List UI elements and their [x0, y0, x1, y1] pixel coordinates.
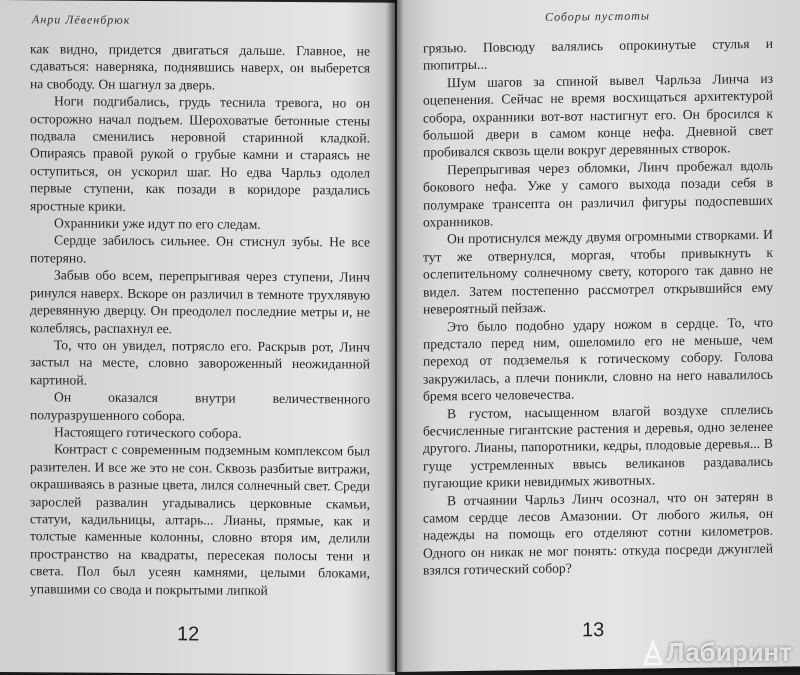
paragraph: грязью. Повсюду валялись опрокинутые стулья и пюпитры... — [423, 35, 773, 74]
page-number: 12 — [177, 623, 200, 646]
paragraph: В густом, насыщенном влагой воздухе сплелись бесчисленные гигантские растения и деревья, одно зеленее другого. Лианы, папоротники, кедры, плодовые деревья... В гуще устремленных ввысь великанов раздавались пугающие крики невидимых животных. — [423, 401, 773, 491]
paragraph: Он оказался внутри величественного полуразрушенного собора. — [30, 389, 370, 423]
paragraph: как видно, придется двигаться дальше. Главное, не сдаваться: наверняка, поднявшись наверх, он выберется на свободу. Он шагнул за дверь. — [30, 41, 370, 93]
paragraph: Ноги подгибались, грудь теснила тревога, но он осторожно начал подъем. Шероховатые бетонные стены подвала сменились неровной старинной кладкой. Опираясь правой рукой о грубые камни и стараясь не оступиться, он ускорил шаг. Но едва Чарльз одолел первые ступени, как позади в коридоре раздались яростные крики. — [30, 93, 370, 214]
page-text — [30, 40, 370, 599]
labirint-logo-icon — [642, 640, 664, 666]
paragraph: Сердце забилось сильнее. Он стиснул зубы. Не все потеряно. — [30, 232, 370, 266]
paragraph: Контраст с современным подземным комплексом был разителен. И все же это не сон. Сквозь разбитые витражи, окрашиваясь в разные цвета, лился солнечный свет. Среди зарослей развалин угадывались церковные скамьи, статуи, кадильницы, алтарь... Лианы, прямые, как и толстые каменные колонны, словно вторя им, делили пространство на квадраты, пересекая полосы тени и света. Пол был усеян камнями, целыми блоками, упавшими со свода и покрытыми липкой — [30, 441, 370, 598]
running-head: Анри Лёвенбрюк — [32, 12, 131, 27]
watermark-text: Лабиринт — [666, 637, 792, 667]
running-head: Соборы пустоты — [545, 8, 651, 24]
book-gutter — [386, 0, 404, 672]
right-page — [397, 0, 800, 672]
left-page — [0, 0, 395, 675]
paragraph: Он протиснулся между двумя огромными створками. И тут же отвернулся, моргая, чтобы привыкнуть к ослепительному солнечному свету, которого так давно не видел. Затем постепенно рассмотрел открывшийся ему невероятный пейзаж. — [423, 227, 773, 317]
paragraph: Забыв обо всем, перепрыгивая через ступени, Линч ринулся наверх. Вскоре он различил в темноте трухлявую деревянную дверцу. Он преодолел последние метры и, не колеблясь, распахнул ее. — [30, 267, 370, 336]
watermark — [642, 637, 792, 668]
page-number: 13 — [582, 619, 605, 642]
page-text — [423, 35, 773, 579]
paragraph: То, что он увидел, потрясло его. Раскрыв рот, Линч застыл на месте, словно завороженный неожиданной картиной. — [30, 337, 370, 388]
paragraph: В отчаянии Чарльз Линч осознал, что он затерян в самом сердце лесов Амазонии. От любого жилья, он надежды на помощь его отделяют сотни километров. Одного он никак не мог понять: откуда посреди джунглей взялся готический собор? — [423, 488, 773, 578]
paragraph: Это было подобно удару ножом в сердце. То, что предстало перед ним, ошеломило его не меньше, чем переход от подземелья к готическому собору. Голова закружилась, а плечи поникли, словно на него навалилось бремя всего человечества. — [423, 314, 773, 404]
paragraph: Шум шагов за спиной вывел Чарльза Линча из оцепенения. Сейчас не время восхищаться архитектурой собора, охранники вот-вот настигнут его. Он бросился к большой двери в самом конце нефа. Дневной свет пробивался сквозь щели вокруг деревянных створок. — [423, 70, 773, 161]
paragraph: Охранники уже идут по его следам. — [54, 215, 261, 232]
paragraph: Настоящего готического собора. — [54, 424, 242, 441]
paragraph: Перепрыгивая через обломки, Линч пробежал вдоль бокового нефа. Уже у самого выхода позади себя в полумраке трансепта он различил фигуры подоспевших охранников. — [423, 157, 773, 230]
